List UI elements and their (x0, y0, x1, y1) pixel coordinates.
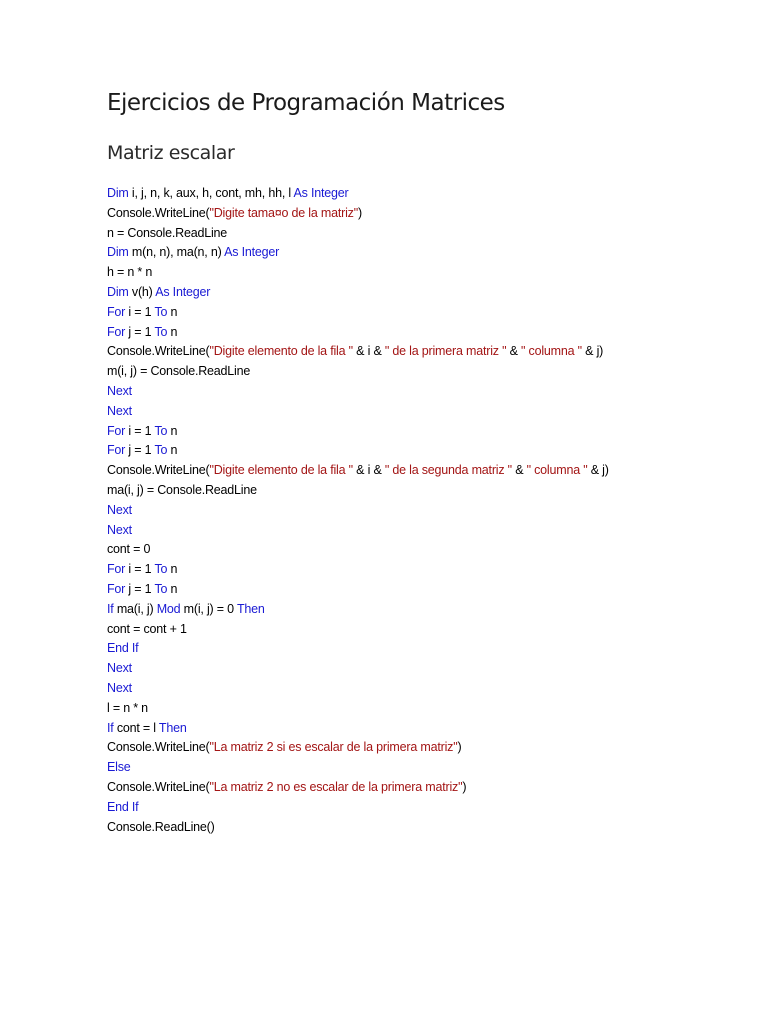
code-keyword: Next (107, 661, 132, 676)
code-keyword: For (107, 423, 126, 438)
code-line (107, 441, 747, 461)
code-keyword: End If (107, 799, 139, 814)
code-line (107, 778, 747, 798)
code-keyword: To (154, 423, 168, 438)
code-keyword: Next (107, 502, 132, 517)
code-line (107, 620, 747, 640)
code-string: "Digite elemento de la fila " (209, 463, 353, 478)
code-keyword: Else (107, 760, 131, 775)
code-line (107, 679, 747, 699)
code-line (107, 362, 747, 382)
code-keyword: For (107, 581, 126, 596)
code-text: Console.ReadLine() (107, 819, 215, 834)
code-line (107, 243, 747, 263)
code-text: ma(i, j) = Console.ReadLine (107, 482, 257, 497)
code-keyword: Next (107, 680, 132, 695)
code-text: j = 1 (125, 443, 155, 458)
code-text: n = Console.ReadLine (107, 225, 228, 240)
code-line (107, 798, 747, 818)
code-text: Console.WriteLine( (107, 740, 210, 755)
code-keyword: To (154, 304, 168, 319)
code-line (107, 580, 747, 600)
code-keyword: End If (107, 641, 139, 656)
code-string: " columna " (521, 344, 582, 359)
code-line (107, 402, 747, 422)
code-keyword: For (107, 304, 126, 319)
code-keyword: Dim (107, 245, 129, 260)
code-string: " columna " (526, 463, 588, 478)
code-line (107, 699, 747, 719)
code-string: "Digite tama¤o de la matriz" (209, 205, 358, 220)
code-text: l = n * n (107, 700, 148, 715)
code-line (107, 323, 747, 343)
code-line (107, 283, 747, 303)
code-line (107, 719, 747, 739)
code-keyword: Dim (107, 284, 129, 299)
code-line (107, 342, 747, 362)
code-keyword: Next (107, 522, 132, 537)
code-line (107, 600, 747, 620)
code-line (107, 263, 747, 283)
code-block (107, 184, 747, 837)
code-text: cont = 0 (107, 542, 151, 557)
code-keyword: To (154, 581, 168, 596)
code-keyword: Then (236, 601, 265, 616)
code-text: n (167, 443, 178, 458)
code-line (107, 224, 747, 244)
code-text: n (167, 562, 178, 577)
code-text: i, j, n, k, aux, h, cont, mh, hh, l (128, 186, 294, 200)
section-heading: Matriz escalar (107, 142, 235, 164)
code-keyword: Next (107, 403, 132, 418)
code-text: ) (462, 779, 467, 794)
code-text: m(i, j) = Console.ReadLine (107, 364, 251, 379)
code-keyword: For (107, 443, 126, 458)
code-text: Console.WriteLine( (107, 463, 210, 478)
code-text: n (167, 581, 178, 596)
code-line (107, 818, 747, 838)
code-keyword: Dim (107, 186, 129, 200)
code-text: ) (357, 205, 362, 220)
code-line (107, 481, 747, 501)
code-line (107, 422, 747, 442)
code-text: & j) (587, 463, 609, 478)
code-text: ) (457, 740, 462, 755)
code-text: & i & (352, 463, 385, 478)
code-string: "Digite elemento de la fila " (209, 344, 353, 359)
code-keyword: For (107, 562, 126, 577)
code-string: " de la segunda matriz " (384, 463, 512, 478)
code-line (107, 639, 747, 659)
code-text: j = 1 (125, 581, 155, 596)
code-line (107, 303, 747, 323)
code-text: & i & (352, 344, 385, 359)
document-title: Ejercicios de Programación Matrices (107, 90, 505, 116)
code-line (107, 738, 747, 758)
code-text: & j) (581, 344, 604, 359)
code-text: & (506, 344, 522, 359)
code-text: Console.WriteLine( (107, 344, 210, 359)
code-text: Console.WriteLine( (107, 205, 210, 220)
code-text: & (511, 463, 527, 478)
code-line (107, 540, 747, 560)
code-text: n (167, 324, 178, 339)
code-keyword: To (154, 443, 168, 458)
code-line (107, 184, 747, 204)
code-string: " de la primera matriz " (384, 344, 507, 359)
code-text: cont = l (113, 720, 159, 735)
code-keyword: As Integer (155, 284, 211, 299)
code-line (107, 659, 747, 679)
code-text: v(h) (128, 284, 156, 299)
code-text: i = 1 (125, 423, 155, 438)
code-line (107, 461, 747, 481)
code-text: ma(i, j) (113, 601, 157, 616)
code-text: m(n, n), ma(n, n) (128, 245, 225, 260)
code-text: Console.WriteLine( (107, 779, 210, 794)
code-keyword: As Integer (293, 186, 349, 200)
code-keyword: Mod (156, 601, 181, 616)
code-keyword: To (154, 324, 168, 339)
code-keyword: For (107, 324, 126, 339)
code-text: m(i, j) = 0 (180, 601, 237, 616)
code-text: h = n * n (107, 265, 153, 280)
code-line (107, 382, 747, 402)
code-keyword: If (107, 720, 114, 735)
code-line (107, 501, 747, 521)
code-line (107, 204, 747, 224)
code-keyword: Next (107, 383, 132, 398)
code-keyword: To (154, 562, 168, 577)
code-line (107, 560, 747, 580)
code-keyword: As Integer (224, 245, 280, 260)
code-text: n (167, 423, 178, 438)
code-keyword: Then (158, 720, 187, 735)
code-text: cont = cont + 1 (107, 621, 187, 636)
code-string: "La matriz 2 si es escalar de la primera matriz" (209, 740, 458, 755)
code-text: i = 1 (125, 304, 155, 319)
code-string: "La matriz 2 no es escalar de la primera matriz" (209, 779, 463, 794)
code-text: i = 1 (125, 562, 155, 577)
code-text: n (167, 304, 178, 319)
code-keyword: If (107, 601, 114, 616)
code-line (107, 758, 747, 778)
code-line (107, 521, 747, 541)
code-text: j = 1 (125, 324, 155, 339)
